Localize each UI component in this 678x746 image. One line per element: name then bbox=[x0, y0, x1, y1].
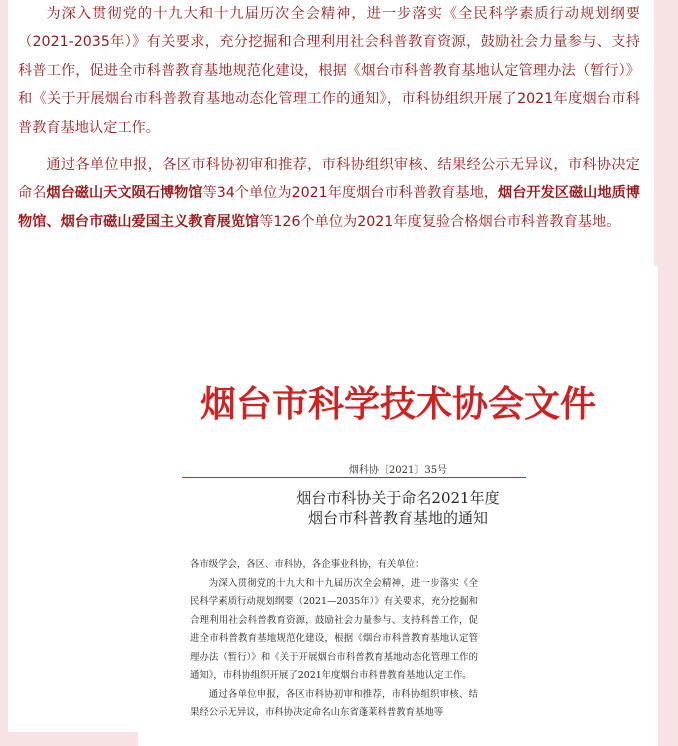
document-red-rule bbox=[182, 477, 526, 478]
document-body bbox=[190, 556, 478, 723]
bold-base-name-2: 烟台开发区磁山地质博物馆、烟台市磁山爱国主义教育展览馆 bbox=[18, 185, 640, 230]
official-document-image bbox=[138, 266, 658, 746]
document-title-line-1: 烟台市科协关于命名2021年度 bbox=[296, 489, 500, 507]
document-salutation: 各市级学会，各区、市科协，各企事业科协，有关单位： bbox=[190, 559, 425, 570]
article-text bbox=[18, 0, 640, 236]
article-paragraph-2 bbox=[18, 151, 640, 236]
document-title-line-2: 烟台市科普教育基地的通知 bbox=[307, 509, 488, 527]
document-header: 烟台市科学技术协会文件 bbox=[199, 383, 596, 425]
paragraph-2-text-e: 等126个单位为2021年度复验合格烟台市科普教育基地。 bbox=[259, 213, 621, 230]
document-title bbox=[138, 488, 658, 528]
paragraph-2-text-c: 等34个单位为2021年度烟台市科普教育基地， bbox=[202, 185, 499, 202]
document-body-paragraph-2: 通过各单位申报，各区市科协初审和推荐，市科协组织审核、结果经公示无异议，市科协决定命名山东省蓬莱科普教育基地等 bbox=[190, 688, 478, 718]
page bbox=[8, 0, 654, 732]
document-number: 烟科协〔2021〕35号 bbox=[348, 465, 448, 476]
paragraph-2-text-a: 通过各单位申报，各区市科协初审和推荐，市科协组织审核、结果经公示无异议，市科协决定命名 bbox=[18, 157, 640, 202]
article-paragraph-1: 为深入贯彻党的十九大和十九届历次全会精神，进一步落实《全民科学素质行动规划纲要（2021-2035年）》有关要求，充分挖掘和合理利用社会科普教育资源，鼓励社会力量参与、支持科普工作，促进全市科普教育基地规范化建设，根据《烟台市科普教育基地认定管理办法（暂行）》和《关于开展烟台市科普教育基地动态化管理工作的通知》，市科协组织开展了2021年度烟台市科普教育基地认定工作。 bbox=[18, 6, 640, 136]
bold-base-name-1: 烟台磁山天文陨石博物馆 bbox=[46, 185, 203, 202]
document-body-paragraph-1: 为深入贯彻党的十九大和十九届历次全会精神，进一步落实《全民科学素质行动规划纲要（2021—2035年）》有关要求，充分挖掘和合理利用社会科普教育资源，鼓励社会力量参与、支持科普工作，促进全市科普教育基地规范化建设，根据《烟台市科普教育基地认定管理办法（暂行）》和《关于开展烟台市科普教育基地动态化管理工作的通知》，市科协组织开展了2021年度烟台市科普教育基地认定工作。 bbox=[190, 577, 478, 681]
